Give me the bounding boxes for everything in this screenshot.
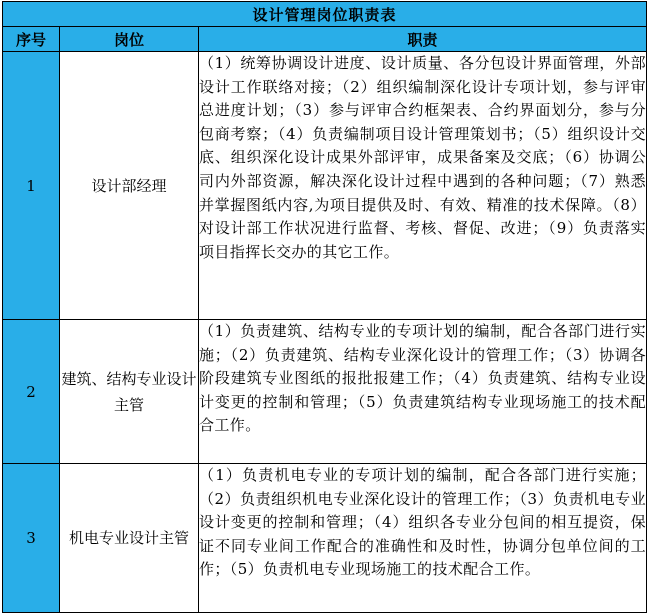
row-number: 1 — [26, 176, 36, 195]
header-row — [3, 27, 647, 52]
table-row — [3, 320, 647, 464]
row-number-cell — [3, 52, 60, 320]
row-number: 2 — [26, 382, 36, 401]
duties-cell: （1）负责机电专业的专项计划的编制，配合各部门进行实施；（2）负责组织机电专业深化设计的管理工作；（3）负责机电专业设计变更的控制和管理；（4）组织各专业分包间的相互提资，保证不同专业间工作配合的准确性和及时性，协调分包单位间的工作；（5）负责机电专业现场施工的技术配合工作。 — [199, 464, 647, 613]
row-number-cell — [3, 320, 60, 464]
header-position: 岗位 — [60, 27, 199, 52]
duties-cell: （1）负责建筑、结构专业的专项计划的编制，配合各部门进行实施；（2）负责建筑、结构专业深化设计的管理工作；（3）协调各阶段建筑专业图纸的报批报建工作；（4）负责建筑、结构专业设计变更的控制和管理；（5）负责建筑结构专业现场施工的技术配合工作。 — [199, 320, 647, 464]
position-cell: 建筑、结构专业设计主管 — [60, 320, 199, 464]
table-row — [3, 464, 647, 613]
duty-table — [2, 1, 647, 613]
row-number: 3 — [26, 529, 36, 547]
header-num: 序号 — [3, 27, 60, 52]
table-row — [3, 52, 647, 320]
header-duties: 职责 — [199, 27, 647, 52]
position-cell: 机电专业设计主管 — [60, 464, 199, 613]
table-title: 设计管理岗位职责表 — [3, 2, 647, 27]
duties-cell: （1）统筹协调设计进度、设计质量、各分包设计界面管理，外部设计工作联络对接；（2）组织编制深化设计专项计划，参与评审总进度计划；（3）参与评审合约框架表、合约界面划分，参与分包商考察；（4）负责编制项目设计管理策划书；（5）组织设计交底、组织深化设计成果外部评审，成果备案及交底；（6）协调公司内外部资源，解决深化设计过程中遇到的各种问题；（7）熟悉并掌握图纸内容,为项目提供及时、有效、精准的技术保障。（8）对设计部工作状况进行监督、考核、督促、改进；（9）负责落实项目指挥长交办的其它工作。 — [199, 52, 647, 320]
position-cell: 设计部经理 — [60, 52, 199, 320]
title-row — [3, 2, 647, 27]
row-number-cell — [3, 464, 60, 613]
